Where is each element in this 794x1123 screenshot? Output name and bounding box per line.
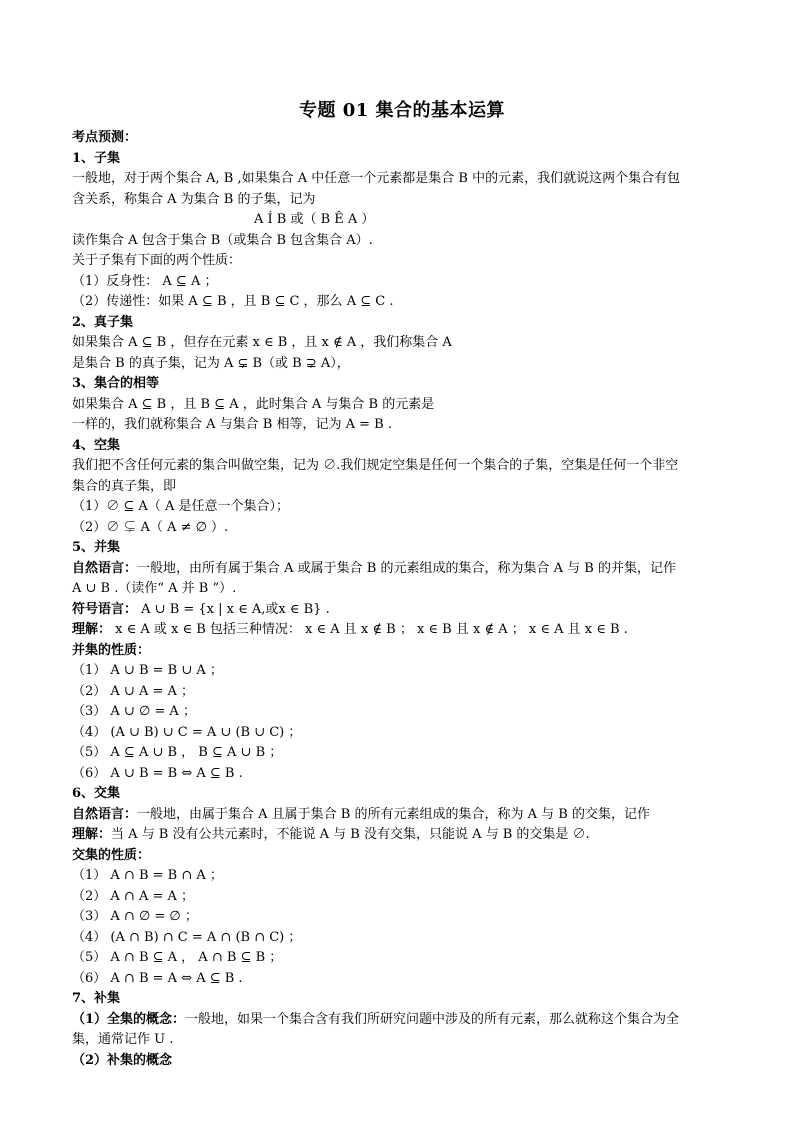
text-line: （2） A ∩ A = A ； — [72, 888, 195, 904]
section-heading: 4、空集 — [72, 437, 121, 453]
text-line: （4） (A ∩ B) ∩ C = A ∩ (B ∩ C) ； — [72, 929, 302, 945]
text-line: （1） A ∪ B = B ∪ A ； — [72, 663, 223, 678]
text-line: 一样的，我们就称集合 A 与集合 B 相等，记为 A = B . — [72, 417, 392, 432]
text-line: （5） A ∩ B ⊆ A ， A ∩ B ⊆ B ； — [72, 950, 283, 965]
text-line: （6） A ∩ B = A ⇔ A ⊆ B . — [72, 970, 243, 986]
text-line — [72, 620, 732, 641]
text-line — [72, 805, 732, 826]
term-label: 理解： — [72, 622, 112, 637]
text-line: （1）∅ ⊆ A（ A 是任意一个集合）； — [72, 499, 289, 514]
document-page — [72, 96, 732, 1071]
term-text: 一般地，由所有属于集合 A 或属于集合 B 的元素组成的集合，称为集合 A 与 B 的并集，记作 — [137, 560, 676, 576]
term-text: A ∪ B = {x | x ∈ A,或x ∈ B} . — [137, 601, 330, 617]
term-text: 一般地，如果一个集合含有我们所研究问题中涉及的所有元素，那么就称这个集合为全 — [185, 1011, 680, 1027]
document-body — [72, 128, 732, 1071]
text-line: （2） A ∪ A = A ； — [72, 683, 195, 699]
text-line — [72, 825, 732, 846]
text-line: 我们把不含任何元素的集合叫做空集，记为 ∅.我们规定空集是任何一个集合的子集，空集是任何一个非空 — [72, 458, 679, 473]
text-line: 如果集合 A ⊆ B ，且 B ⊆ A ，此时集合 A 与集合 B 的元素是 — [72, 396, 435, 412]
page-title: 专题 01 集合的基本运算 — [298, 100, 506, 121]
text-line: 读作集合 A 包含于集合 B（或集合 B 包含集合 A）. — [72, 232, 373, 248]
section-heading: 1、子集 — [72, 150, 121, 166]
text-line: 集合的真子集，即 — [72, 478, 177, 494]
section-heading: 2、真子集 — [72, 314, 134, 330]
text-line: 关于子集有下面的两个性质： — [72, 253, 242, 268]
text-line: （2）∅ ⊊ A（ A ≠ ∅ ）. — [72, 519, 229, 535]
section-heading: 6、交集 — [72, 786, 121, 801]
term-label: （1）全集的概念： — [72, 1011, 186, 1027]
text-line: 集，通常记作 U . — [72, 1032, 174, 1047]
text-line: （5） A ⊆ A ∪ B ， B ⊆ A ∪ B ； — [72, 745, 283, 760]
section-heading: 7、补集 — [72, 991, 121, 1006]
text-line: （2）传递性：如果 A ⊆ B ，且 B ⊆ C ，那么 A ⊆ C . — [72, 294, 394, 309]
text-line — [72, 600, 732, 621]
text-line: 是集合 B 的真子集，记为 A ⊊ B（或 B ⊋ A）， — [72, 355, 350, 371]
text-line: （3） A ∪ ∅ = A ； — [72, 704, 196, 719]
term-label: 自然语言： — [72, 560, 138, 576]
text-line: 如果集合 A ⊆ B ，但存在元素 x ∈ B ，且 x ∉ A ，我们称集合 A — [72, 335, 452, 350]
section-heading: 考点预测： — [72, 130, 138, 145]
text-line: 含关系，称集合 A 为集合 B 的子集，记为 — [72, 191, 316, 207]
term-text: x ∈ A 或 x ∈ B 包括三种情况： x ∈ A 且 x ∉ B ； x ∈ B 且 x ∉ A ； x ∈ A 且 x ∈ B . — [111, 622, 628, 637]
term-label: 自然语言： — [72, 806, 138, 822]
section-heading: （2）补集的概念 — [72, 1052, 173, 1068]
text-line — [72, 559, 732, 580]
term-label: 符号语言： — [72, 601, 138, 617]
text-line — [72, 1010, 732, 1031]
term-text: 一般地，由属于集合 A 且属于集合 B 的所有元素组成的集合，称为 A 与 B 的交集，记作 — [137, 806, 650, 822]
text-line: （6） A ∪ B = B ⇔ A ⊆ B . — [72, 765, 243, 781]
text-line: A ∪ B .（读作“ A 并 B ”）. — [72, 581, 237, 596]
text-line: （4） (A ∪ B) ∪ C = A ∪ (B ∪ C) ； — [72, 724, 302, 740]
text-line: （1） A ∩ B = B ∩ A ； — [72, 868, 223, 883]
text-line: （1）反身性： A ⊆ A ； — [72, 273, 218, 289]
term-label: 理解： — [72, 827, 112, 842]
text-line: A Í B 或（ B Ê A ） — [254, 212, 375, 227]
section-heading: 并集的性质： — [72, 642, 151, 658]
text-line: 一般地，对于两个集合 A, B ,如果集合 A 中任意一个元素都是集合 B 中的元素，我们就说这两个集合有包 — [72, 171, 681, 186]
term-text: 当 A 与 B 没有公共元素时，不能说 A 与 B 没有交集，只能说 A 与 B 的交集是 ∅. — [111, 827, 590, 842]
section-heading: 5、并集 — [72, 540, 121, 555]
text-line: （3） A ∩ ∅ = ∅ ； — [72, 909, 198, 924]
section-heading: 交集的性质： — [72, 847, 151, 863]
section-heading: 3、集合的相等 — [72, 376, 160, 391]
